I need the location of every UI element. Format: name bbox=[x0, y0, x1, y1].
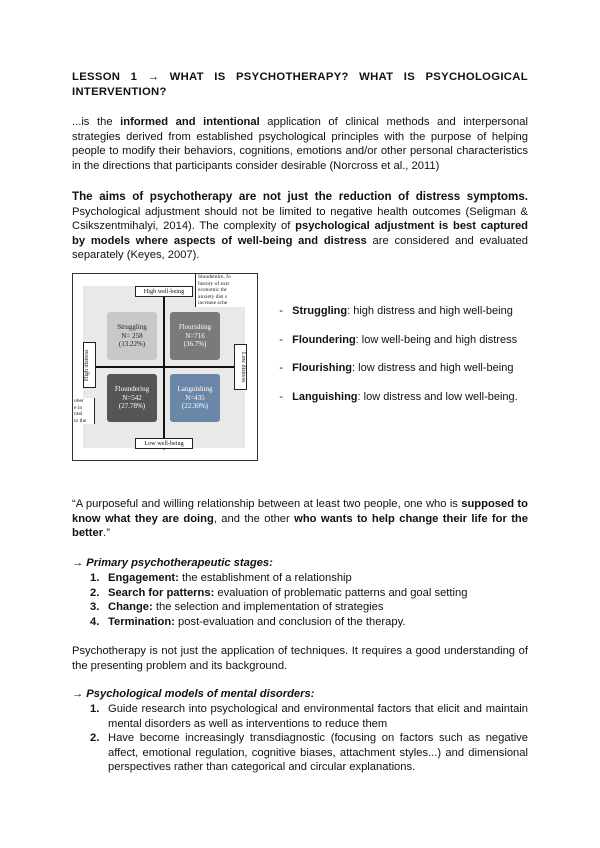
quadrant-definitions bbox=[264, 304, 528, 404]
quadrant-languishing: Languishing N=435 (22.30%) bbox=[170, 374, 220, 422]
models-list bbox=[72, 702, 528, 775]
title-word: 1 bbox=[130, 71, 138, 83]
list-item: 4. Termination: post-evaluation and conclusion of the therapy. bbox=[90, 615, 406, 628]
list-item: - Floundering: low well-being and high distress bbox=[264, 333, 518, 346]
list-item: - Flourishing: low distress and high well-being bbox=[264, 362, 514, 374]
list-item: 3. Change: the selection and implementation of strategies bbox=[90, 601, 384, 613]
axis-label-low-distress: Low distress bbox=[234, 344, 247, 390]
list-item: 2. Have become increasingly transdiagnostic (focusing on factors such as negative affect, emotional regulation, cognitive biases, attachment styles...) and dimensional perspectives rather than categorical and circular explanations. bbox=[90, 732, 528, 773]
title-word: WHAT bbox=[359, 71, 394, 83]
models-heading: → Psychological models of mental disorders: bbox=[72, 688, 315, 700]
figure-snippet-top: Stoudemire, fo history of extr economic thr anxiety dist s increase sche bbox=[195, 274, 258, 307]
axis-label-high-wellbeing: High well-being bbox=[135, 286, 193, 297]
title-word: PSYCHOLOGICAL bbox=[425, 71, 528, 83]
wellbeing-distress-figure bbox=[72, 273, 258, 461]
title-word: LESSON bbox=[72, 71, 121, 83]
techniques-paragraph: Psychotherapy is not just the application of techniques. It requires a good understanding of the presenting problem and its background. bbox=[72, 645, 528, 672]
list-item: - Struggling: high distress and high well-being bbox=[264, 305, 513, 317]
list-item: 1. Engagement: the establishment of a relationship bbox=[90, 572, 352, 584]
models-section bbox=[72, 687, 528, 775]
list-item: - Languishing: low distress and low well-being. bbox=[264, 390, 518, 403]
stages-section bbox=[72, 556, 528, 629]
list-item: 2. Search for patterns: evaluation of problematic patterns and goal setting bbox=[90, 586, 468, 599]
horizontal-axis bbox=[89, 366, 241, 368]
stages-list bbox=[72, 571, 528, 629]
title-word: → bbox=[147, 71, 160, 83]
axis-label-low-wellbeing: Low well-being bbox=[135, 438, 193, 449]
title-word: IS bbox=[403, 71, 416, 83]
title-word: WHAT bbox=[169, 71, 204, 83]
title-line-2: INTERVENTION? bbox=[72, 86, 167, 98]
title-word: IS bbox=[214, 71, 226, 83]
title-word: PSYCHOTHERAPY? bbox=[235, 71, 349, 83]
figure-snippet-left: ober e in ntal to the bbox=[73, 398, 95, 424]
quadrant-struggling: Struggling N= 258 (13.22%) bbox=[107, 312, 157, 360]
list-item: 1. Guide research into psychological and environmental factors that elicit and maintain mental disorders as well as interventions to reduce them bbox=[90, 703, 528, 730]
axis-label-high-distress: High distress bbox=[83, 342, 96, 388]
quote-paragraph: “A purposeful and willing relationship between at least two people, one who is supposed to know what they are doing, and the other who wants to help change their life for the better.” bbox=[72, 498, 528, 540]
quadrant-flourishing: Flourishing N=716 (36.7%) bbox=[170, 312, 220, 360]
lesson-title bbox=[72, 70, 528, 100]
lesson-page bbox=[72, 70, 528, 773]
quadrant-floundering: Floundering N=542 (27.78%) bbox=[107, 374, 157, 422]
definition-paragraph: ...is the informed and intentional application of clinical methods and interpersonal strategies derived from established psychological principles with the purpose of helping people to modify their behaviors, cognitions, emotions and/or other personal characteristics in the directions that participants consider desirable (Norcross et al., 2011) bbox=[72, 116, 528, 172]
stages-heading: → Primary psychotherapeutic stages: bbox=[72, 557, 273, 569]
aims-paragraph: The aims of psychotherapy are not just the reduction of distress symptoms. Psychological adjustment should not be limited to negative health outcomes (Seligman & Csikszentmihalyi, 2014). The complexity of psychological adjustment is best captured by models where aspects of well-being and distress are considered and evaluated separately (Keyes, 2007). bbox=[72, 190, 528, 262]
vertical-axis bbox=[163, 292, 165, 444]
